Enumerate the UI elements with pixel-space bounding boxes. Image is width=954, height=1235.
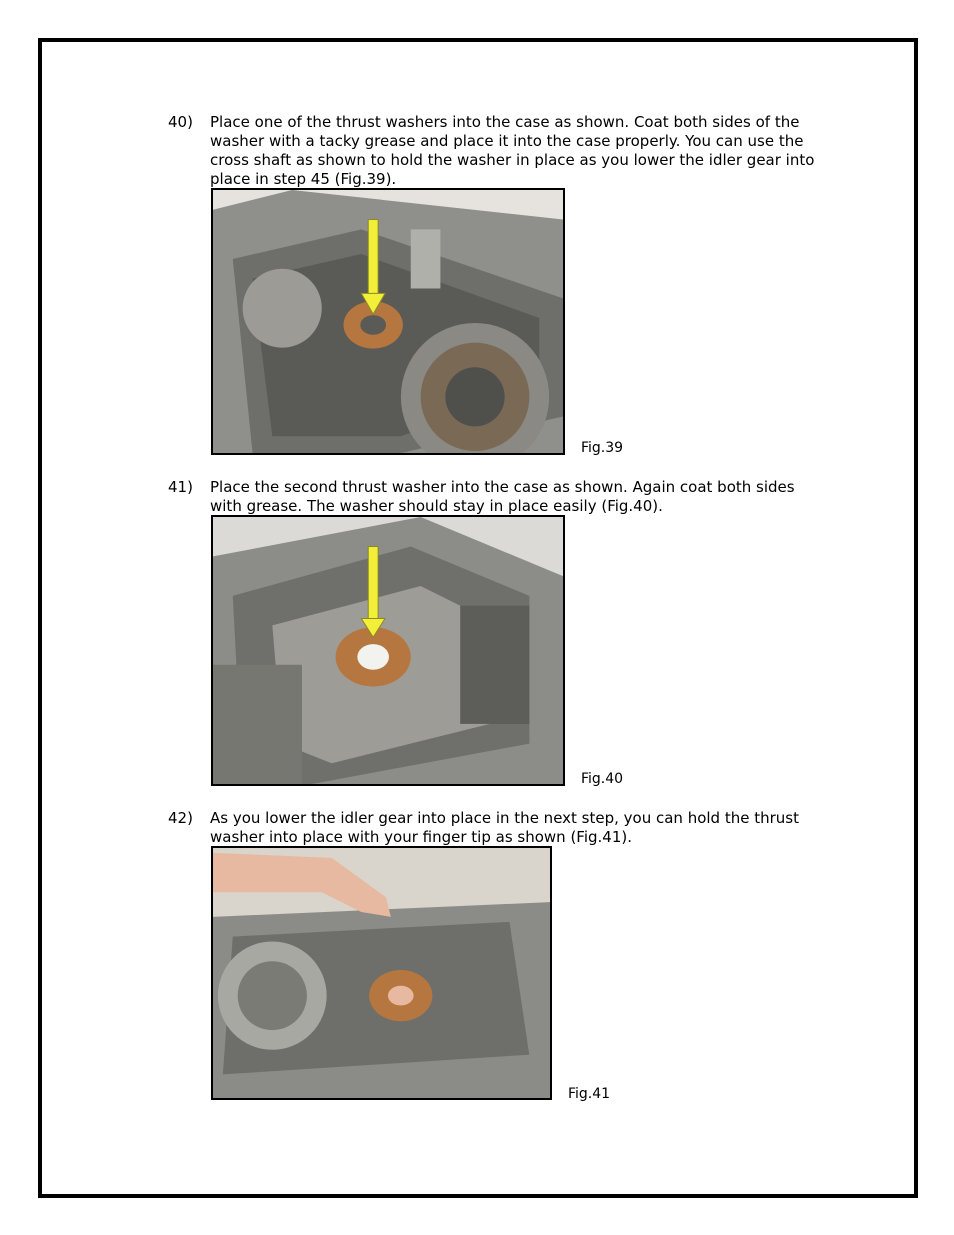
step-number: 41) — [168, 478, 193, 496]
fig41-photo — [211, 846, 552, 1100]
step-number: 40) — [168, 113, 193, 131]
figure-caption: Fig.40 — [581, 771, 624, 787]
fig40-photo — [211, 515, 565, 786]
step-text: Place the second thrust washer into the case as shown. Again coat both sides with grease. The washer should stay in place easily (Fig.40). — [210, 478, 795, 515]
thrust-washer-icon — [369, 970, 432, 1021]
figure-caption: Fig.41 — [568, 1086, 611, 1102]
fig39-photo — [211, 188, 565, 455]
gear-icon — [218, 942, 327, 1050]
figure-caption: Fig.39 — [581, 440, 624, 456]
step-text: As you lower the idler gear into place in the next step, you can hold the thrust washer into place with your finger tip as shown (Fig.41). — [210, 809, 799, 846]
step-number: 42) — [168, 809, 193, 827]
step-text: Place one of the thrust washers into the case as shown. Coat both sides of the washer with a tacky grease and place it into the case properly. You can use the cross shaft as shown to hold the washer in place as you lower the idler gear into place in step 45 (Fig.39). — [210, 113, 815, 188]
